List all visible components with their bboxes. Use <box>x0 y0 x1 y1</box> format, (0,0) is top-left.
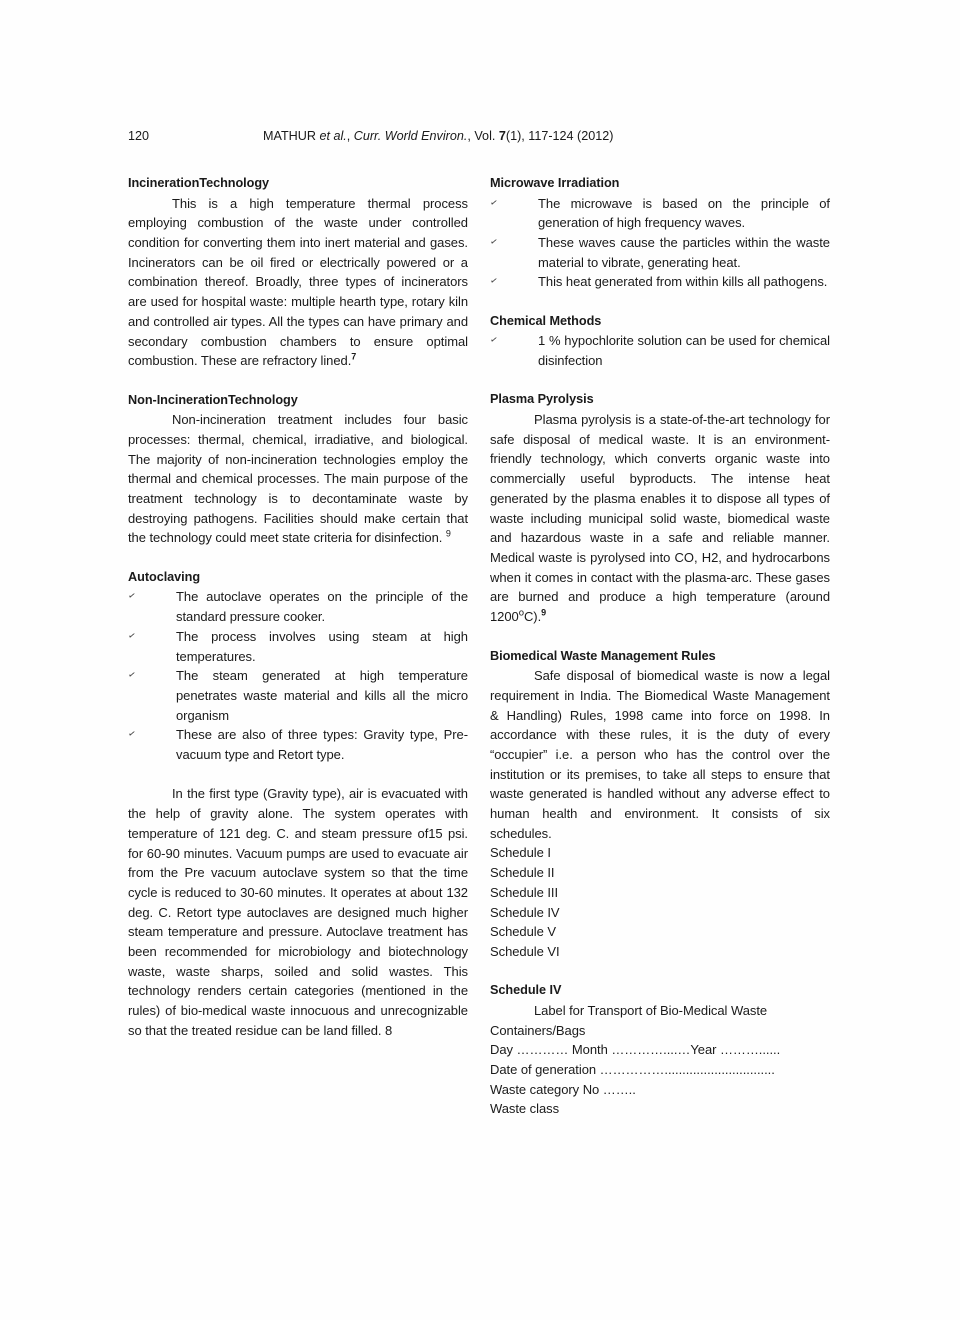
paragraph-incineration-text: This is a high temperature thermal process employing combustion of the waste under controlled condition for converting them into inert material and gases. Incinerators can be oil fired or electrically powered or a combination thereof. Broadly, three types of incinerators are used for hospital waste: multiple hearth type, rotary kiln and controlled air types. All the types can have primary and secondary combustion chambers to ensure optimal combustion. These are refractory lined. <box>128 195 468 369</box>
spacer <box>128 548 468 568</box>
check-tick-icon: ✓ <box>127 590 137 602</box>
spacer <box>128 371 468 391</box>
schedule-item: Schedule III <box>490 884 559 900</box>
running-head-journal: Curr. World Environ. <box>353 129 468 143</box>
heading-chemical-methods: Chemical Methods <box>490 313 602 328</box>
list-item <box>128 725 468 764</box>
heading-plasma-pyrolysis: Plasma Pyrolysis <box>490 392 594 407</box>
paragraph-schedule-iv-label: Label for Transport of Bio-Medical Waste Containers/Bags <box>490 1002 768 1038</box>
list-item-text: The process involves using steam at high temperatures. <box>176 628 468 664</box>
list-item-text: 1 % hypochlorite solution can be used for chemical disinfection <box>538 333 830 369</box>
check-tick-icon: ✓ <box>127 669 137 681</box>
running-head-etal: et al. <box>319 129 347 143</box>
schedule-list <box>490 843 830 961</box>
check-tick-icon: ✓ <box>489 275 499 287</box>
footnote-marker-9: 9 <box>445 529 451 540</box>
spacer <box>490 962 830 982</box>
heading-autoclaving: Autoclaving <box>128 569 201 584</box>
paragraph-plasma-text-1: Plasma pyrolysis is a state-of-the-art technology for safe disposal of medical waste. It is an environment-friendly technology, which converts organic waste into commercially useful byproducts. The intense heat generated by the plasma enables it to dispose all types of waste including municipal solid waste, biomedical waste and hazardous waste in a safe and reliable manner. Medical waste is pyrolysed into CO, H2, and hydrocarbons when it comes in contact with the plasma-arc. These gases are burned and produce a high temperature (around 1200 <box>490 412 830 625</box>
schedule-item: Schedule II <box>490 865 555 881</box>
spacer <box>128 765 468 785</box>
microwave-bullet-list <box>490 194 830 293</box>
paragraph-plasma-pyrolysis <box>490 410 830 627</box>
page-folio: 120 <box>128 129 150 143</box>
list-item <box>128 587 468 626</box>
schedule-iv-form <box>490 1040 830 1119</box>
running-head-authors: MATHUR <box>263 129 320 143</box>
paragraph-autoclaving-detail: In the first type (Gravity type), air is evacuated with the help of gravity alone. The system operates with temperature of 121 deg. C. and steam pressure of15 psi. for 60-90 minutes. Vacuum pumps are used to evacuate air from the Pre vacuum autoclave system so that the time cycle is reduced to 30-60 minutes. It operates at about 132 deg. C. Retort type autoclaves are designed much higher steam temperature and pressure. Autoclave treatment has been recommended for microbiology and biotechnology waste, waste sharps, soiled and solid wastes. This technology renders certain categories (mentioned in the rules) of bio-medical waste innocuous and unrecognizable so that the treated residue can be land filled. 8 <box>128 786 468 1038</box>
schedule-item: Schedule IV <box>490 904 560 920</box>
list-item <box>128 627 468 666</box>
spacer <box>490 371 830 391</box>
running-head <box>128 128 833 144</box>
heading-schedule-iv: Schedule IV <box>490 983 562 998</box>
heading-incineration-technology: IncinerationTechnology <box>128 176 270 190</box>
form-line-waste-class: Waste class <box>490 1101 560 1117</box>
list-item-text: This heat generated from within kills all pathogens. <box>538 274 828 290</box>
check-tick-icon: ✓ <box>489 334 499 346</box>
degree-symbol: o <box>518 607 524 619</box>
right-column <box>490 174 830 1119</box>
check-tick-icon: ✓ <box>489 236 499 248</box>
chemical-bullet-list <box>490 331 830 370</box>
paragraph-non-incineration <box>128 410 468 548</box>
list-item <box>490 331 830 370</box>
spacer <box>490 627 830 647</box>
heading-microwave-irradiation: Microwave Irradiation <box>490 176 620 190</box>
autoclaving-bullet-list <box>128 587 468 764</box>
running-head-volume: 7 <box>498 129 506 143</box>
heading-non-incineration-technology: Non-IncinerationTechnology <box>128 392 298 407</box>
check-tick-icon: ✓ <box>127 728 137 740</box>
paragraph-plasma-text-2: C). <box>523 609 542 625</box>
list-item-text: These waves cause the particles within the waste material to vibrate, generating heat. <box>538 235 830 270</box>
paragraph-non-incineration-text: Non-incineration treatment includes four basic processes: thermal, chemical, irradiative, and biological. The majority of non-incineration technologies employ the thermal and chemical processes. The main purpose of the treatment technology is to decontaminate waste by destroying pathogens. Facilities should make certain that the technology could meet state criteria for disinfection. <box>128 412 468 546</box>
body-columns <box>128 174 830 1119</box>
footnote-marker-9: 9 <box>541 607 547 618</box>
check-tick-icon: ✓ <box>127 629 137 642</box>
list-item-text: These are also of three types: Gravity type, Pre-vacuum type and Retort type. <box>176 727 468 763</box>
schedule-item: Schedule VI <box>490 943 560 959</box>
spacer <box>490 292 830 312</box>
schedule-item: Schedule I <box>490 845 551 861</box>
running-head-issue: (1), 117-124 (2012) <box>505 129 614 143</box>
form-line-date-of-generation: Date of generation ……………............................... <box>490 1062 775 1078</box>
list-item <box>490 194 830 233</box>
form-line-waste-category-no: Waste category No …….. <box>490 1081 636 1097</box>
left-column <box>128 174 468 1119</box>
list-item <box>490 272 830 292</box>
footnote-marker-7: 7 <box>351 351 357 362</box>
running-head-sep2: , Vol. <box>467 129 499 143</box>
paragraph-incineration <box>128 194 468 371</box>
list-item <box>490 233 830 272</box>
list-item-text: The autoclave operates on the principle of the standard pressure cooker. <box>176 589 468 625</box>
list-item-text: The steam generated at high temperature penetrates waste material and kills all the micro organism <box>176 668 468 723</box>
running-head-sep1: , <box>346 129 354 143</box>
paragraph-biomedical-rules: Safe disposal of biomedical waste is now a legal requirement in India. The Biomedical Waste Management & Handling) Rules, 1998 came into force on 1998. In accordance with these rules, it is the duty of every “occupier” i.e. a person who has the control over the institution or its premises, to take all steps to ensure that waste generated is handled without any adverse effect to human health and environment. It consists of six schedules. <box>490 668 830 841</box>
list-item-text: The microwave is based on the principle of generation of high frequency waves. <box>538 195 830 231</box>
list-item <box>128 666 468 725</box>
form-line-day-month-year: Day ………… Month …………....…Year ………...... <box>490 1042 781 1058</box>
schedule-item: Schedule V <box>490 924 556 940</box>
check-tick-icon: ✓ <box>489 196 499 209</box>
heading-biomedical-waste-management-rules: Biomedical Waste Management Rules <box>490 648 716 663</box>
